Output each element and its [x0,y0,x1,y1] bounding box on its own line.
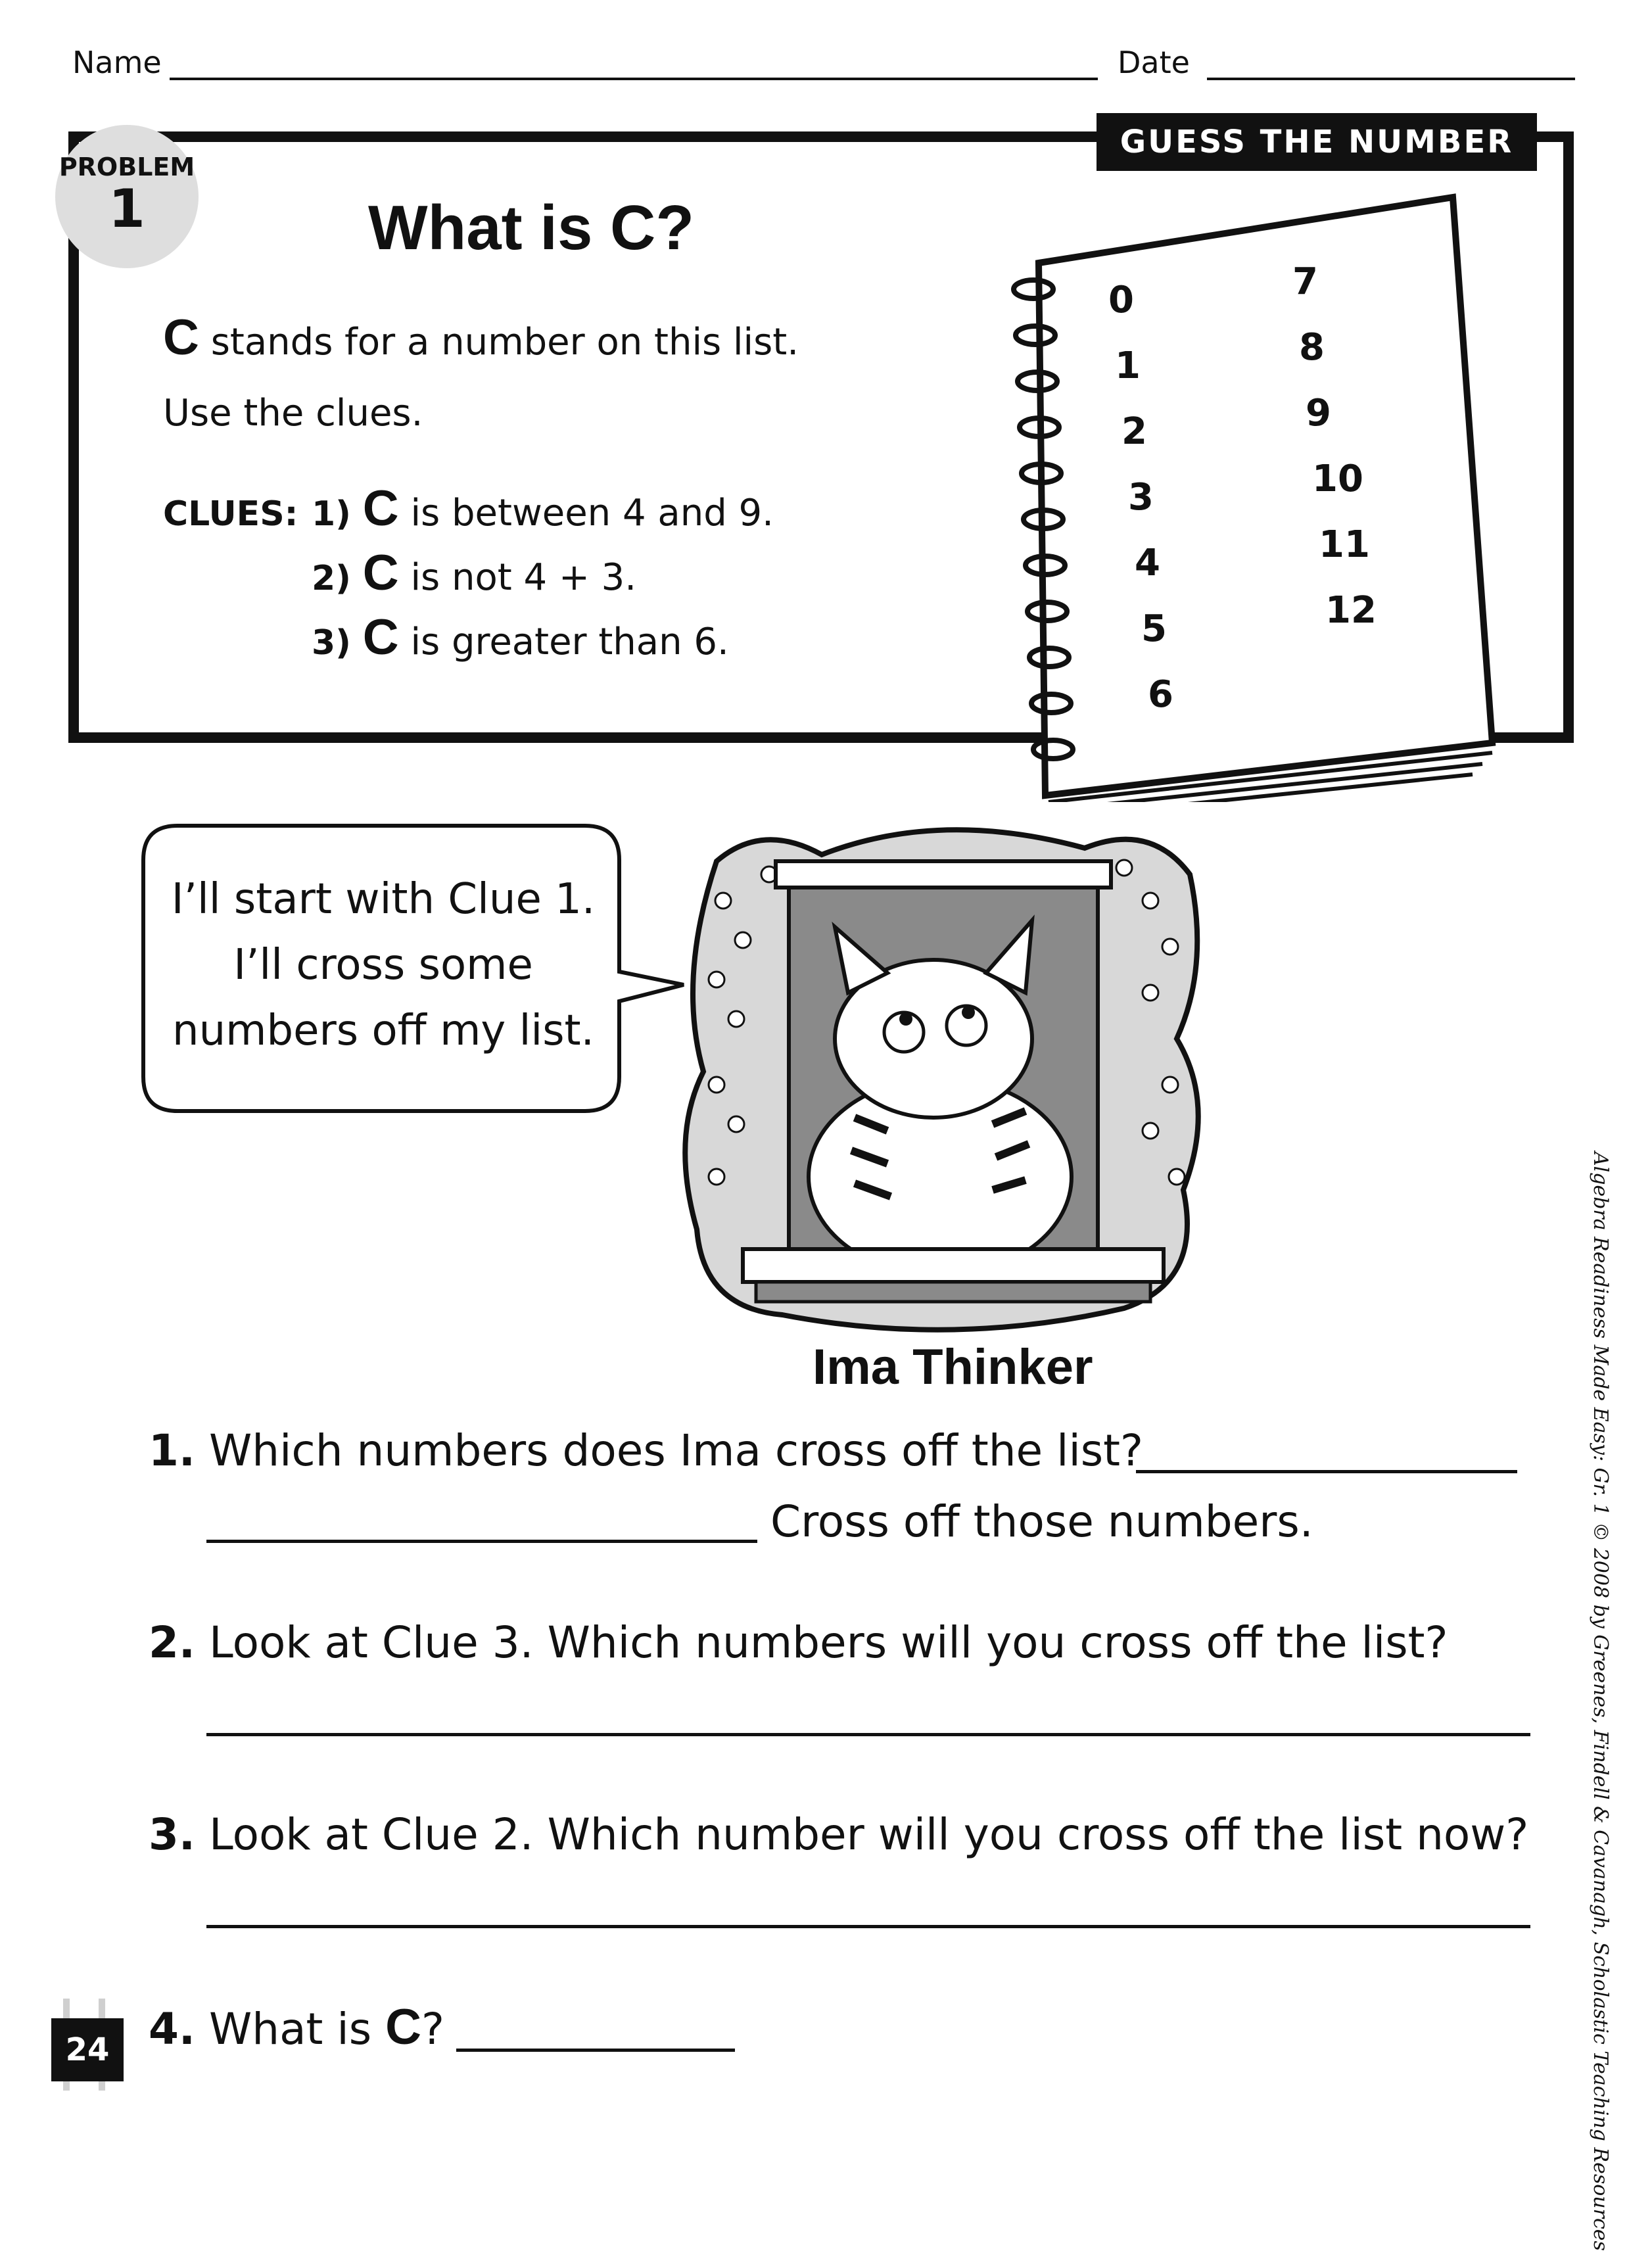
speech-line: numbers off my list. [172,1007,594,1055]
variable-c: C [362,609,399,665]
variable-c: C [362,481,399,536]
clue-1 [312,480,774,537]
answer-line-3[interactable] [206,1925,1530,1928]
intro-line-2: Use the clues. [163,392,423,435]
section-tab: GUESS THE NUMBER [1097,113,1537,171]
question-number: 3. [149,1809,195,1860]
list-number: 1 [1115,344,1141,387]
speech-line: I’ll cross some [233,941,533,989]
notebook-illustration [947,191,1505,802]
speech-line: I’ll start with Clue 1. [171,875,596,924]
clues-label: CLUES: [163,494,298,534]
question-2 [149,1617,1448,1668]
clue-3 [312,609,729,666]
clue-text: is greater than 6. [410,621,729,663]
name-label: Name [72,45,162,80]
speech-text [143,866,623,1064]
list-number: 11 [1319,523,1370,566]
answer-line-1b[interactable] [206,1540,757,1543]
intro-text-1: stands for a number on this list. [210,321,799,364]
list-number: 4 [1135,542,1160,584]
variable-c: C [163,310,199,366]
character-name: Ima Thinker [813,1339,1093,1395]
clue-number: 2) [312,559,351,598]
problem-badge [55,125,199,268]
variable-c: C [385,1999,421,2055]
question-text: Look at Clue 2. Which number will you cross off the list now? [208,1809,1529,1860]
date-field[interactable] [1207,78,1575,80]
question-text: Look at Clue 3. Which numbers will you cross off the list? [208,1617,1448,1668]
intro-line-1 [163,309,799,366]
clue-text: is between 4 and 9. [410,492,774,534]
question-number: 4. [149,2004,195,2054]
page-title: What is C? [368,193,694,263]
cat-illustration [677,822,1229,1335]
question-text: Which numbers does Ima cross off the list? [208,1425,1144,1476]
list-number: 7 [1292,260,1318,303]
list-number: 10 [1312,458,1363,500]
variable-c: C [362,545,399,601]
list-number: 8 [1299,326,1325,369]
answer-line-2[interactable] [206,1733,1530,1736]
question-text: What is [208,2004,372,2054]
question-number: 1. [149,1425,195,1476]
list-number: 3 [1128,476,1154,519]
question-text: ? [421,2004,445,2054]
name-field[interactable] [170,78,1098,80]
list-number: 6 [1148,673,1173,716]
list-number: 9 [1306,392,1331,435]
clue-text: is not 4 + 3. [410,556,637,599]
question-1-followup: Cross off those numbers. [770,1496,1313,1547]
answer-line-4[interactable] [456,2049,735,2052]
problem-number: 1 [108,178,145,239]
list-number: 12 [1325,589,1377,632]
question-1 [149,1425,1143,1476]
list-number: 2 [1121,410,1147,453]
clue-2 [312,544,636,602]
answer-line-1a[interactable] [1136,1470,1517,1473]
clue-number: 1) [312,494,351,534]
question-number: 2. [149,1617,195,1668]
copyright-credit: Algebra Readiness Made Easy: Gr. 1 © 2008 by Greenes, Findell & Cavanagh, Scholastic Teaching Resources [1589,1152,1612,2251]
list-number: 5 [1141,607,1167,650]
question-4 [149,1999,444,2056]
problem-label: PROBLEM [59,153,195,181]
date-label: Date [1118,45,1190,80]
question-3 [149,1809,1528,1860]
list-number: 0 [1108,279,1134,321]
page-number: 24 [51,2018,124,2081]
clue-number: 3) [312,623,351,663]
